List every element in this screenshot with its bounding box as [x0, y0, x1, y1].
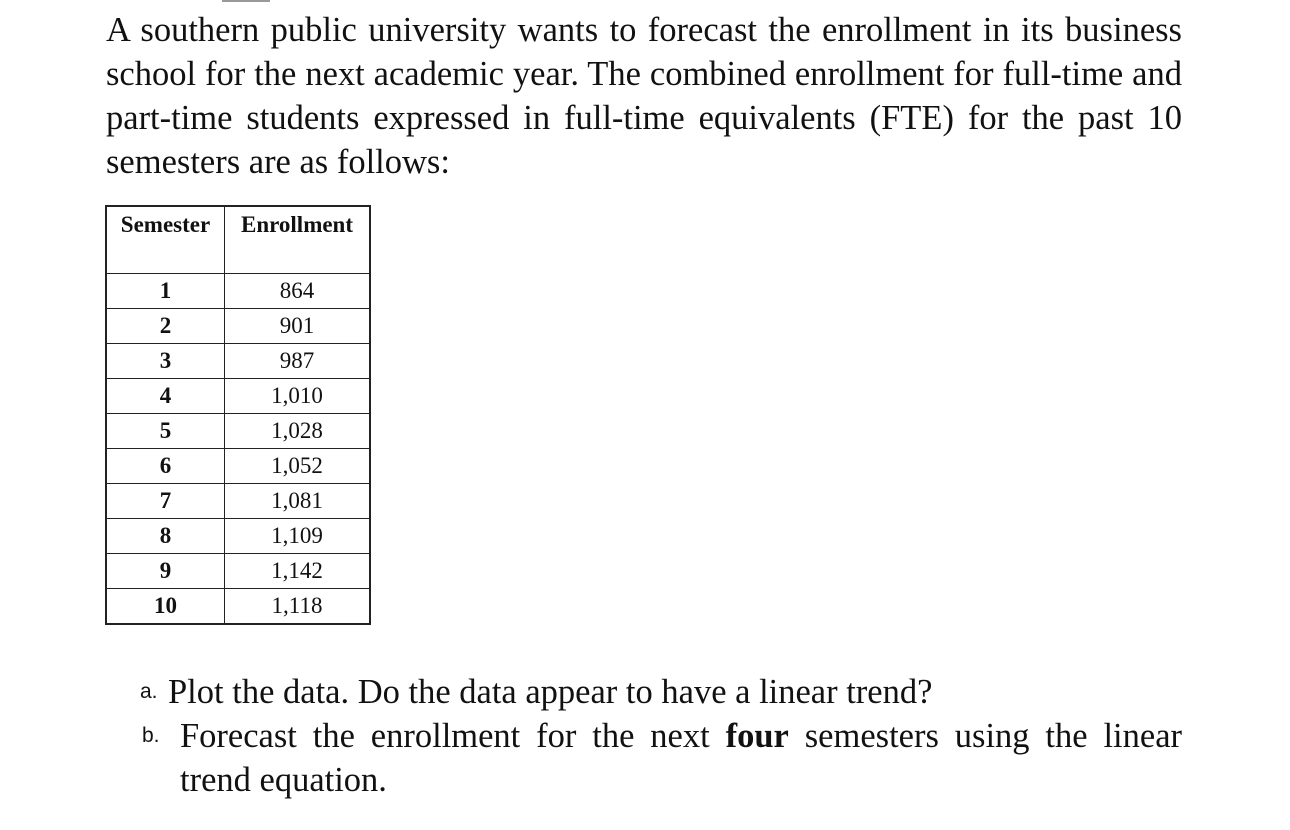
question-a-marker: a. [140, 680, 158, 703]
semester-cell: 10 [106, 589, 225, 625]
enrollment-cell: 987 [225, 344, 371, 379]
question-b [140, 714, 1182, 802]
semester-cell: 6 [106, 449, 225, 484]
semester-cell: 9 [106, 554, 225, 589]
semester-cell: 1 [106, 274, 225, 309]
table-row [106, 589, 370, 625]
question-b-emphasis: four [725, 717, 789, 755]
semester-cell: 5 [106, 414, 225, 449]
table-row [106, 274, 370, 309]
table-row [106, 344, 370, 379]
semester-cell: 7 [106, 484, 225, 519]
problem-intro: A southern public university wants to forecast the enrollment in its business school for the next academic year. The combined enrollment for full-time and part-time students expressed in full-time equivalents (FTE) for the past 10 semesters are as follows: [106, 11, 1182, 181]
header-semester: Semester [106, 206, 225, 274]
enrollment-cell: 1,081 [225, 484, 371, 519]
question-b-marker: b. [142, 724, 160, 747]
table-row [106, 309, 370, 344]
enrollment-cell: 864 [225, 274, 371, 309]
table-row [106, 379, 370, 414]
question-b-text-end: semesters using the linear trend equation. [180, 717, 1182, 799]
question-list [140, 670, 1182, 802]
table-header-row [106, 206, 370, 274]
enrollment-cell: 1,052 [225, 449, 371, 484]
enrollment-cell: 1,010 [225, 379, 371, 414]
header-enrollment: Enrollment [225, 206, 371, 274]
table-row [106, 414, 370, 449]
enrollment-cell: 1,118 [225, 589, 371, 625]
table-row [106, 449, 370, 484]
table-row [106, 484, 370, 519]
enrollment-cell: 901 [225, 309, 371, 344]
top-rule [222, 0, 270, 2]
enrollment-cell: 1,142 [225, 554, 371, 589]
semester-cell: 3 [106, 344, 225, 379]
enrollment-cell: 1,028 [225, 414, 371, 449]
table-row [106, 519, 370, 554]
question-a-text: Plot the data. Do the data appear to have a linear trend? [168, 673, 933, 711]
semester-cell: 8 [106, 519, 225, 554]
enrollment-cell: 1,109 [225, 519, 371, 554]
semester-cell: 4 [106, 379, 225, 414]
table-row [106, 554, 370, 589]
question-b-text-start: Forecast the enrollment for the next [180, 717, 726, 755]
semester-cell: 2 [106, 309, 225, 344]
enrollment-table [105, 205, 371, 625]
question-a [140, 670, 1182, 714]
